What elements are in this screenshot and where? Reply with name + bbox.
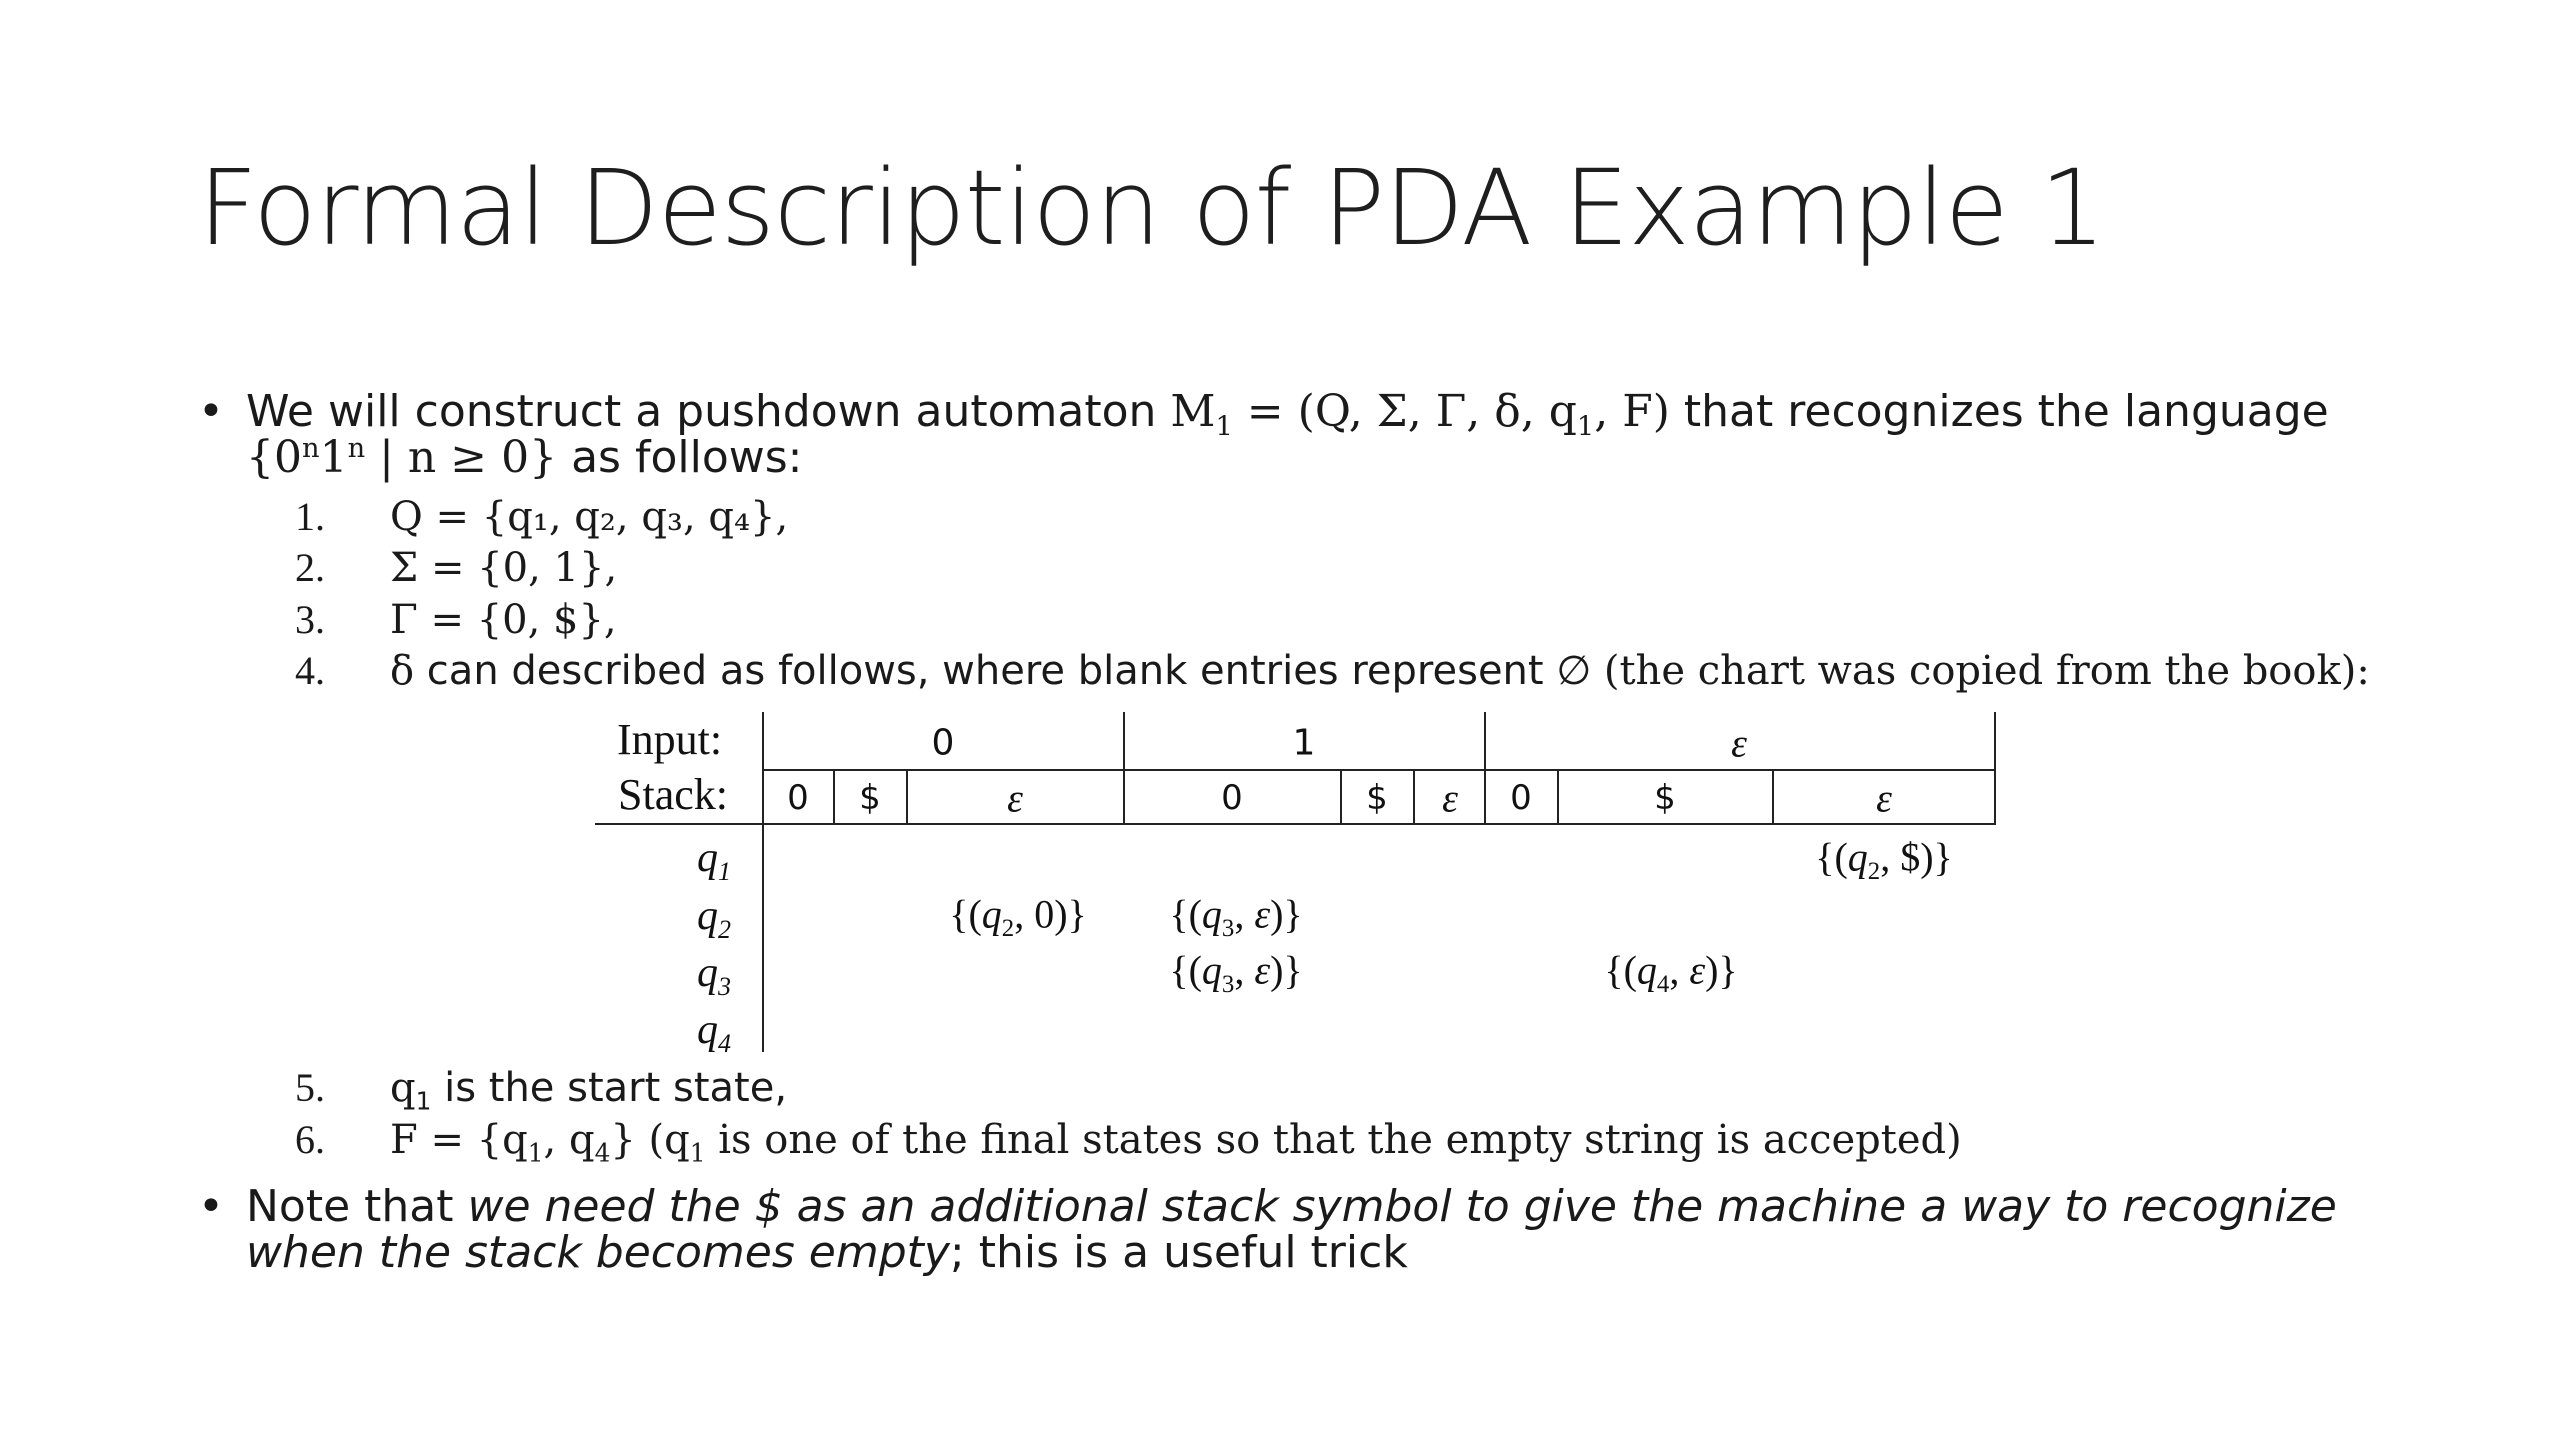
- stack-header: $: [1654, 778, 1676, 818]
- item-number: 2.: [295, 545, 325, 590]
- table-vline-input-2: [1484, 712, 1486, 824]
- stack-header: ε: [1007, 775, 1023, 821]
- item-text: Σ = {0, 1},: [390, 545, 618, 591]
- item-text: $F = \{q_1$, $q_4$} ($q_1$ is one of the final states so that the empty string is accepted): [390, 1117, 1962, 1168]
- bullet-2-line-2: when the stack becomes empty; this is a useful trick: [246, 1227, 1408, 1278]
- transition-table: [595, 712, 2000, 1059]
- table-vline-stack: [906, 769, 908, 824]
- item-text: $q_1$ is the start state,: [390, 1065, 788, 1116]
- table-vline-input-3: [1994, 712, 1996, 824]
- entry-q3-1-0: {($q_3$, ε)}: [1169, 947, 1303, 999]
- math-m1: $M_1 = (Q$, Σ, Γ, δ, $q_1$, F): [1170, 386, 1670, 443]
- slide-title: Formal Description of PDA Example 1: [198, 147, 2105, 269]
- stack-header: ε: [1876, 775, 1892, 821]
- bullet-2-line-1: Note that we need the $ as an additional stack symbol to give the machine a way to recognize: [246, 1181, 2337, 1232]
- item-number: 5.: [295, 1065, 325, 1110]
- bullet-dot: •: [198, 386, 224, 437]
- bullet-1-body: [246, 386, 2329, 483]
- entry-q3-eps-dollar: {($q_4$, ε)}: [1604, 947, 1738, 999]
- bullet-1-line-1: [246, 386, 2329, 443]
- stack-header: 0: [1510, 778, 1532, 818]
- bullet-dot: •: [198, 1181, 224, 1232]
- item-number: 3.: [295, 597, 325, 642]
- entry-q2-0-eps: {($q_2$, 0)}: [949, 891, 1087, 943]
- item-text: Q = {q₁, q₂, q₃, q₄},: [390, 494, 789, 540]
- text: that recognizes the language: [1669, 386, 2329, 437]
- state-q2: $q_2$: [697, 893, 732, 945]
- stack-header: 0: [1221, 778, 1243, 818]
- stack-header: $: [1366, 778, 1388, 818]
- table-vline-stack: [1413, 769, 1415, 824]
- item-text: Γ = {0, $},: [390, 597, 617, 643]
- bullet-2-body: [246, 1181, 2337, 1278]
- math-language: {0$^n$1$^n$ | n ≥ 0}: [246, 432, 558, 483]
- item-text: δ can described as follows, where blank entries represent ∅ (the chart was copied from the book):: [390, 648, 2370, 694]
- stack-header: $: [859, 778, 881, 818]
- bullet-1-line-2: [246, 432, 2329, 483]
- text: as follows:: [557, 432, 803, 483]
- entry-q1-eps-eps: {($q_2$, $)}: [1815, 834, 1953, 886]
- stack-header: 0: [787, 778, 809, 818]
- stack-header: ε: [1442, 775, 1458, 821]
- table-vline-stack: [1340, 769, 1342, 824]
- entry-q2-1-0: {($q_3$, ε)}: [1169, 891, 1303, 943]
- stack-label: Stack:: [618, 770, 728, 819]
- table-vline-main: [762, 712, 764, 1052]
- input-header: 0: [931, 722, 955, 764]
- table-vline-stack: [1557, 769, 1559, 824]
- text: We will construct a pushdown automaton: [246, 386, 1171, 437]
- table-hline-stack: [595, 823, 1996, 825]
- input-header: ε: [1731, 720, 1747, 766]
- input-header: 1: [1292, 722, 1316, 764]
- table-hline-input: [762, 769, 1996, 771]
- table-vline-input-1: [1123, 712, 1125, 824]
- state-q4: $q_4$: [697, 1007, 732, 1059]
- item-number: 1.: [295, 494, 325, 539]
- table-vline-stack: [833, 769, 835, 824]
- table-vline-stack: [1772, 769, 1774, 824]
- state-q1: $q_1$: [697, 835, 732, 887]
- item-number: 4.: [295, 648, 325, 693]
- input-label: Input:: [617, 715, 723, 764]
- state-q3: $q_3$: [697, 950, 732, 1002]
- item-number: 6.: [295, 1117, 325, 1162]
